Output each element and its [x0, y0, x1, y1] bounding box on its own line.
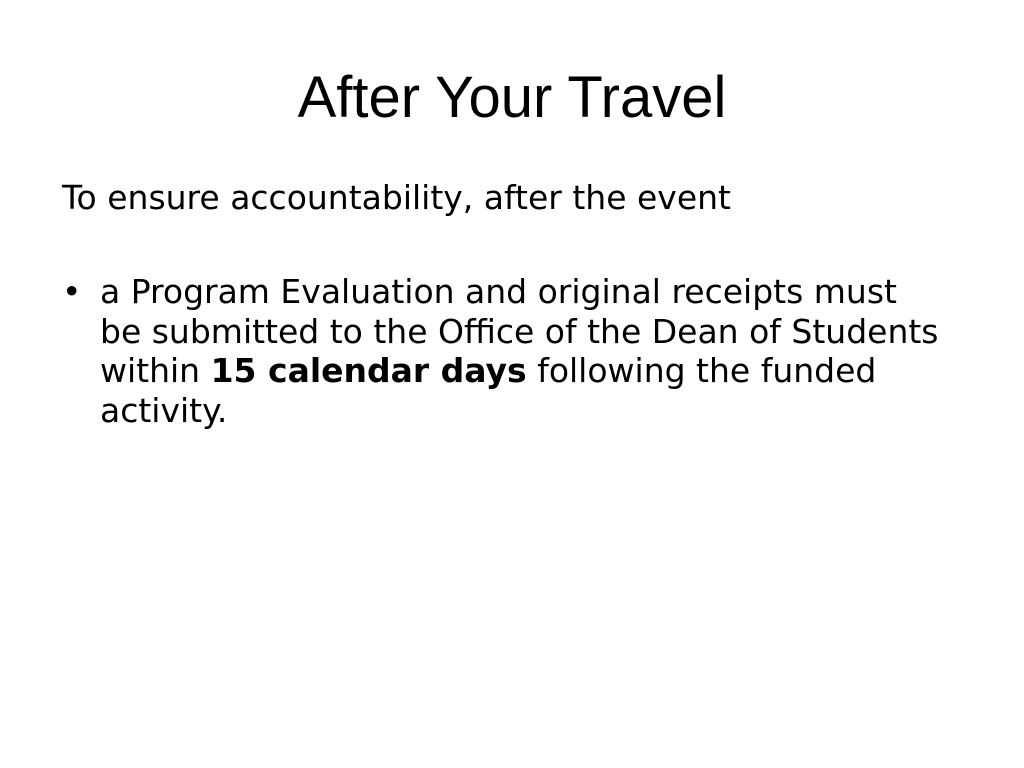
bullet-text-after: following the funded activity. [100, 351, 877, 430]
bullet-item [62, 272, 942, 430]
bullet-deadline-bold: 15 calendar days [210, 351, 527, 390]
bullet-text-before: a Program Evaluation and original receipts must be submitted to the Office of the Dean of Students within [100, 272, 939, 390]
slide-title: After Your Travel [297, 65, 727, 130]
intro-text: To ensure accountability, after the event [62, 178, 731, 217]
bullet-list [62, 272, 942, 430]
bullet-icon: • [62, 272, 82, 311]
